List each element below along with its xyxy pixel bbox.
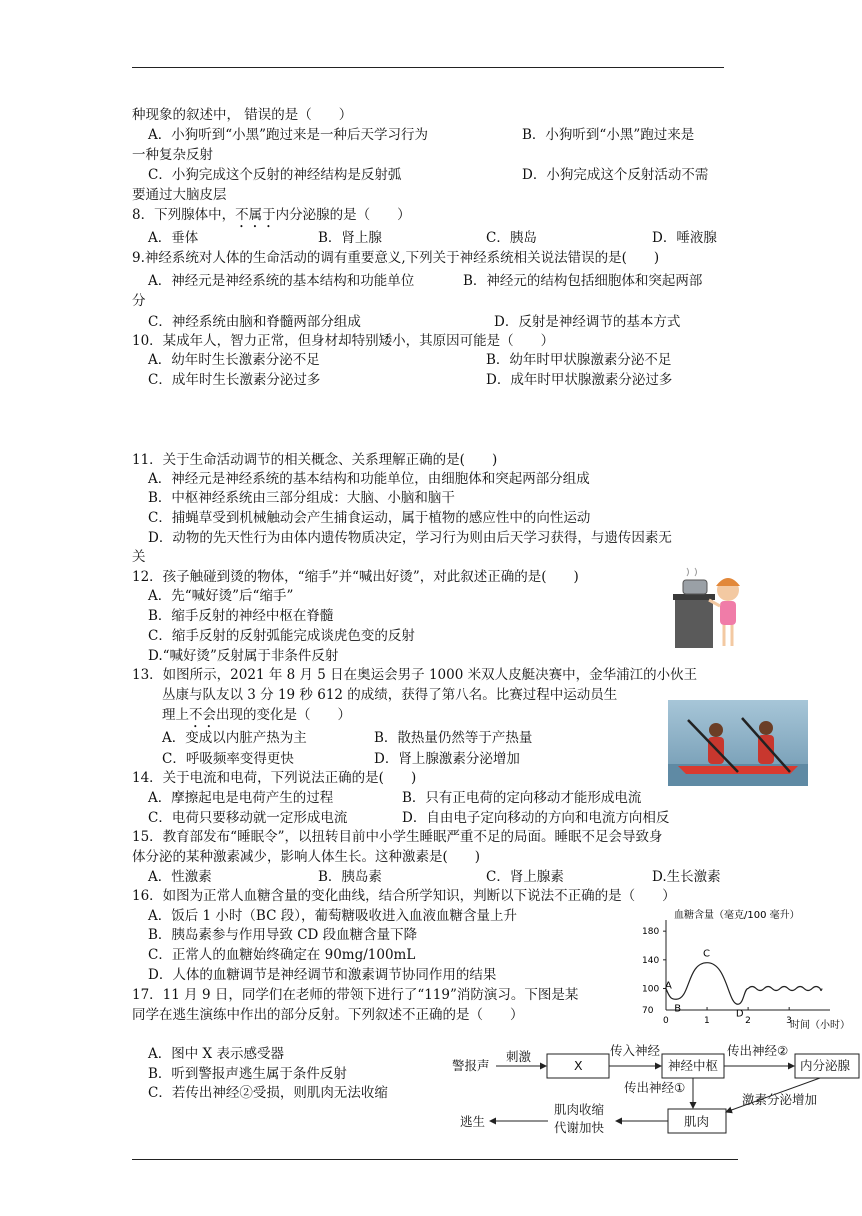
edge-efferent2-label: 传出神经② [727,1043,789,1058]
q10-option-a: A．幼年时生长激素分泌不足 [148,352,320,368]
edge-afferent-label: 传入神经 [610,1043,661,1058]
paddler-1-head [709,723,723,737]
q13-stem: 13．如图所示，2021 年 8 月 5 日在奥运会男子 1000 米双人皮艇决赛中，金华浦江的小伙王 [132,667,698,683]
q15-option-c: C．肾上腺素 [486,869,564,885]
q9-option-b-cont: 分 [132,293,146,309]
pot [683,580,707,594]
q11-stem: 11．关于生命活动调节的相关概念、关系理解正确的是( ) [132,452,498,468]
q9-option-b: B．神经元的结构包括细胞体和突起两部 [463,273,703,289]
q13-option-b: B．散热量仍然等于产热量 [374,730,533,746]
q15-stem-line2: 体分泌的某种激素减少，影响人体生长。这种激素是( ) [132,849,481,865]
q9-option-d: D．反射是神经调节的基本方式 [494,314,681,330]
stove-top [673,594,715,600]
q16-stem: 16．如图为正常人血糖含量的变化曲线，结合所学知识，判断以下说法不正确的是（ ） [132,888,676,904]
node-center: 神经中枢 [668,1058,719,1073]
paddler-2-head [759,721,773,735]
chart-ytick-label: 180 [642,927,660,938]
q10-stem: 10．某成年人，智力正常，但身材却特别矮小，其原因可能是（ ） [132,333,555,349]
q8-option-c: C．胰岛 [486,230,537,246]
q8-stem: 8．下列腺体中，不属于内分泌腺的是（ ） [132,207,411,223]
q12-stem: 12．孩子触碰到烫的物体，“缩手”并“喊出好烫”，对此叙述正确的是( ) [132,569,579,585]
footer-rule [132,1159,738,1160]
node-muscle: 肌肉 [684,1114,710,1129]
q16-option-d: D．人体的血糖调节是神经调节和激素调节协同作用的结果 [148,967,497,983]
chart-xtick-label: 0 [663,1016,669,1026]
q8-option-a: A．垂体 [148,230,199,246]
q14-option-b: B．只有正电荷的定向移动才能形成电流 [402,790,642,806]
q14-stem: 14．关于电流和电荷，下列说法正确的是( ) [132,770,417,786]
q8-emphasis: 不属于 [235,207,276,223]
q13-stem-line2: 丛康与队友以 3 分 19 秒 612 的成绩，获得了第八名。比赛过程中运动员生 [162,687,618,703]
blood-sugar-chart [640,906,850,1032]
q12-option-b: B．缩手反射的神经中枢在脊髓 [148,608,334,624]
q7-option-c: C．小狗完成这个反射的神经结构是反射弧 [148,167,402,183]
q15-option-a: A．性激素 [148,869,212,885]
reflex-flow-diagram [450,1043,862,1140]
header-rule [132,67,724,68]
stove-body [675,598,713,648]
child-hot-pot-illustration [673,568,745,652]
q15-option-d: D.生长激素 [652,869,721,885]
q13-option-d: D．肾上腺激素分泌增加 [374,751,520,767]
q14-option-a: A．摩擦起电是电荷产生的过程 [148,790,334,806]
q15-option-b: B．胰岛素 [318,869,382,885]
q10-option-c: C．成年时生长激素分泌过多 [148,372,321,388]
chart-xtick-label: 3 [786,1016,792,1026]
kayak-photo [668,700,808,786]
q7-option-b-cont: 一种复杂反射 [132,147,213,163]
edge-stimulus-label: 刺激 [506,1049,532,1064]
chart-point-label-b: B [674,1003,682,1015]
q11-option-d-cont: 关 [132,549,146,565]
q14-option-c: C．电荷只要移动就一定形成电流 [148,810,348,826]
node-x: X [574,1058,583,1073]
node-alarm: 警报声 [452,1058,490,1073]
q16-option-a: A．饭后 1 小时（BC 段），葡萄糖吸收进入血液血糖含量上升 [148,908,517,924]
q16-option-c: C．正常人的血糖始终确定在 90mg/100mL [148,947,416,963]
q15-stem: 15．教育部发布“睡眠令”，以扭转目前中小学生睡眠严重不足的局面。睡眠不足会导致身 [132,829,663,845]
chart-point-label-a: A [665,980,672,992]
blood-sugar-curve [666,963,822,1005]
q13-stem-line3: 理上不会出现的变化是（ ） [162,707,351,723]
q7-option-d: D．小狗完成这个反射活动不需 [522,167,709,183]
q17-stem: 17．11 月 9 日，同学们在老师的带领下进行了“119”消防演习。下图是某 [132,987,579,1003]
q7-option-b: B．小狗听到“小黑”跑过来是 [522,127,695,143]
chart-xlabel: 时间（小时） [790,1020,850,1031]
node-gland: 内分泌腺 [800,1058,851,1073]
node-escape: 逃生 [460,1114,486,1129]
q7-stem: 种现象的叙述中， 错误的是（ ） [132,107,353,123]
edge-hormone-label: 激素分泌增加 [742,1092,818,1107]
chart-xtick-label: 1 [704,1016,710,1026]
child-dress [720,601,736,625]
q17-stem-line2: 同学在逃生演练中作出的部分反射。下列叙述不正确的是（ ） [132,1007,524,1023]
chart-ylabel: 血糖含量（毫克/100 毫升） [674,910,800,921]
edge-efferent1-label: 传出神经① [624,1080,686,1095]
q8-option-d: D．唾液腺 [652,230,717,246]
q7-option-a: A．小狗听到“小黑”跑过来是一种后天学习行为 [148,127,429,143]
q11-option-a: A．神经元是神经系统的基本结构和功能单位，由细胞体和突起两部分组成 [148,471,590,487]
q8-option-b: B．肾上腺 [318,230,382,246]
chart-ytick-label: 100 [642,984,660,995]
q13-emphasis: 不会 [189,707,216,723]
chart-xtick-label: 2 [745,1016,751,1026]
q11-option-d: D．动物的先天性行为由体内遗传物质决定，学习行为则由后天学习获得，与遗传因素无 [148,530,672,546]
q10-option-b: B．幼年时甲状腺激素分泌不足 [486,352,672,368]
q9-option-a: A．神经元是神经系统的基本结构和功能单位 [148,273,415,289]
q9-option-c: C．神经系统由脑和脊髓两部分组成 [148,314,361,330]
kayak-hull [678,766,798,774]
q14-option-d: D．自由电子定向移动的方向和电流方向相反 [402,810,670,826]
q11-option-c: C．捕蝇草受到机械触动会产生捕食运动，属于植物的感应性中的向性运动 [148,510,591,526]
node-contract-line2: 代谢加快 [554,1120,605,1135]
steam [687,568,697,576]
q12-option-d: D.“喊好烫”反射属于非条件反射 [148,648,339,664]
q13-option-c: C．呼吸频率变得更快 [162,751,294,767]
q13-option-a: A．变成以内脏产热为主 [162,730,307,746]
chart-ytick-label: 70 [642,1006,654,1016]
q11-option-b: B．中枢神经系统由三部分组成：大脑、小脑和脑干 [148,490,455,506]
chart-point-label-c: C [703,948,711,960]
q12-option-a: A．先“喊好烫”后“缩手” [148,588,294,604]
q17-option-b: B．听到警报声逃生属于条件反射 [148,1066,347,1082]
node-contract-line1: 肌肉收缩 [554,1102,605,1117]
q17-option-a: A．图中 X 表示感受器 [148,1046,284,1062]
q9-stem: 9.神经系统对人体的生命活动的调有重要意义,下列关于神经系统相关说法错误的是( ) [132,250,660,266]
q10-option-d: D．成年时甲状腺激素分泌过多 [486,372,673,388]
q12-option-c: C．缩手反射的反射弧能完成谈虎色变的反射 [148,628,415,644]
child-hair [716,578,740,586]
q16-option-b: B．胰岛素参与作用导致 CD 段血糖含量下降 [148,927,418,943]
chart-ytick-label: 140 [642,955,660,966]
q17-option-c: C．若传出神经②受损，则肌肉无法收缩 [148,1085,388,1101]
q7-option-d-cont: 要通过大脑皮层 [132,187,227,203]
chart-point-label-d: D [735,1008,744,1020]
